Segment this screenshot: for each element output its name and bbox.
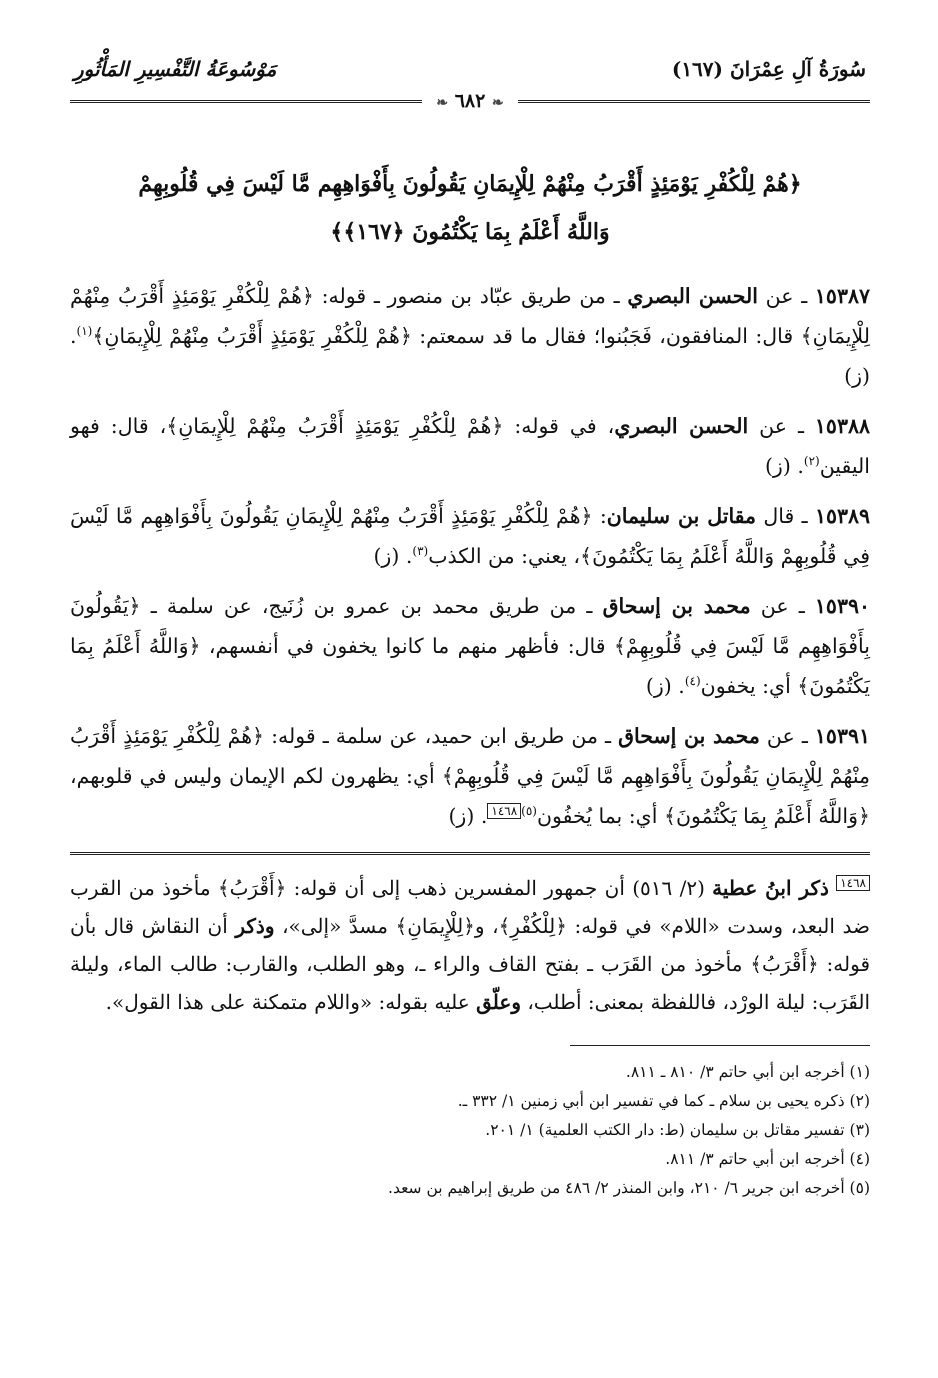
entry-prefix: ـ قال (756, 504, 815, 528)
entry-15387 (70, 276, 870, 396)
entry-text: ، في قوله: ﴿هُمْ لِلْكُفْرِ يَوْمَئِذٍ أَقْرَبُ مِنْهُمْ لِلْإِيمَانِ﴾، قال: فهو اليقين (70, 414, 870, 478)
entry-text: ـ من طريق محمد بن عمرو بن زُنَيج، عن سلمة ـ ﴿يَقُولُونَ بِأَفْوَاهِهِم مَّا لَيْسَ فِي قُلُوبِهِمْ﴾ قال: فأظهر منهم ما كانوا يخفون في أنفسهم، ﴿وَاللَّهُ أَعْلَمُ بِمَا يَكْتُمُونَ﴾ أي: يخفون (70, 594, 870, 698)
entry-text: : ﴿هُمْ لِلْكُفْرِ يَوْمَئِذٍ أَقْرَبُ مِنْهُمْ لِلْإِيمَانِ يَقُولُونَ بِأَفْوَاهِهِم مَّا لَيْسَ فِي قُلُوبِهِمْ وَاللَّهُ أَعْلَمُ بِمَا يَكْتُمُونَ﴾، يعني: من الكذب (70, 504, 870, 568)
entry-15391 (70, 716, 870, 836)
verse-line-1: ﴿هُمْ لِلْكُفْرِ يَوْمَئِذٍ أَقْرَبُ مِنْهُمْ لِلْإِيمَانِ يَقُولُونَ بِأَفْوَاهِهِم مَّا لَيْسَ فِي قُلُوبِهِمْ (138, 171, 802, 197)
commentary-ref-box: ١٤٦٨ (487, 803, 521, 819)
footnote-ref: (٥) (521, 804, 537, 819)
footnote-rule (570, 1045, 870, 1046)
rule-left (70, 100, 422, 103)
entry-tail: . (ز) (373, 544, 413, 568)
commentary-lead-3: وعلّق (476, 990, 521, 1014)
book-title: مَوْسُوعَةُ التَّفْسِيرِ المَأْثُورِ (74, 57, 277, 81)
entry-15389 (70, 496, 870, 576)
narrator-name: الحسن البصري (627, 284, 758, 308)
commentary-number-box: ١٤٦٨ (836, 875, 870, 891)
footnotes (70, 1058, 870, 1203)
footnote-ref: (٣) (412, 544, 429, 559)
verse-line-2: وَاللَّهُ أَعْلَمُ بِمَا يَكْتُمُونَ ﴿١٦٧﴾﴾ (330, 219, 610, 245)
entry-number: ١٥٣٩١ (814, 724, 870, 748)
ornament-icon: ❧ (491, 95, 504, 111)
narrator-name: مقاتل بن سليمان (606, 504, 757, 528)
narrator-name: الحسن البصري (614, 414, 749, 438)
entry-number: ١٥٣٨٨ (814, 414, 870, 438)
footnote-ref: (٢) (803, 454, 820, 469)
narrator-name: محمد بن إسحاق (602, 594, 751, 618)
running-header (70, 50, 870, 88)
entry-tail: . (ز) (645, 674, 685, 698)
entry-prefix: ـ عن (757, 284, 815, 308)
entry-prefix: ـ عن (759, 724, 815, 748)
footnote-item: (٤) أخرجه ابن أبي حاتم ٣/ ٨١١. (665, 1150, 870, 1168)
commentary-text-2: أن النقاش قال بأن قوله: ﴿أَقْرَبُ﴾ مأخوذ من القَرَب ـ بفتح القاف والراء ـ، وهو الطلب، والقارب: طالب الماء، وليلة القَرَب: ليلة الورْد، فاللفظة بمعنى: أطلب، (70, 914, 870, 1014)
entry-15390 (70, 586, 870, 706)
entry-text: ـ من طريق ابن حميد، عن سلمة ـ قوله: ﴿هُمْ لِلْكُفْرِ يَوْمَئِذٍ أَقْرَبُ مِنْهُمْ لِلْإِيمَانِ يَقُولُونَ بِأَفْوَاهِهِم مَّا لَيْسَ فِي قُلُوبِهِمْ﴾ أي: يظهرون لكم الإيمان وليس في قلوبهم، ﴿وَاللَّهُ أَعْلَمُ بِمَا يَكْتُمُونَ﴾ أي: بما يُخفُون (70, 724, 870, 828)
entry-tail: . (ز) (70, 324, 870, 388)
commentary-lead-2: وذكر (235, 914, 275, 938)
page (70, 50, 870, 1203)
footnote-ref: (٤) (684, 674, 701, 689)
entry-text: ـ من طريق عبّاد بن منصور ـ قوله: ﴿هُمْ لِلْكُفْرِ يَوْمَئِذٍ أَقْرَبُ مِنْهُمْ لِلْإِيمَانِ﴾ قال: المنافقون، فَجَبُنوا؛ فقال ما قد سمعتم: ﴿هُمْ لِلْكُفْرِ يَوْمَئِذٍ أَقْرَبُ مِنْهُمْ لِلْإِيمَانِ﴾ (70, 284, 870, 348)
footnote-item: (٥) أخرجه ابن جرير ٦/ ٢١٠، وابن المنذر ٢/ ٤٨٦ من طريق إبراهيم بن سعد. (388, 1179, 870, 1197)
entry-number: ١٥٣٨٩ (814, 504, 870, 528)
commentary-text: (٢/ ٥١٦) أن جمهور المفسرين ذهب إلى أن قوله: ﴿أَقْرَبُ﴾ مأخوذ من القرب ضد البعد، وسدت «اللام» في قوله: ﴿لِلْكُفْرِ﴾، و﴿لِلْإِيمَانِ﴾ مسدَّ «إلى»، (70, 876, 870, 938)
footnote-item: (١) أخرجه ابن أبي حاتم ٣/ ٨١٠ ـ ٨١١. (625, 1063, 870, 1081)
commentary-block (70, 869, 870, 1021)
commentary-separator (70, 852, 870, 855)
page-number: ٦٨٢ (454, 90, 486, 112)
quran-verse (80, 160, 860, 256)
page-number-block (422, 90, 517, 112)
entry-number: ١٥٣٩٠ (814, 594, 870, 618)
entry-prefix: ـ عن (750, 594, 815, 618)
entry-15388 (70, 406, 870, 486)
commentary-lead: ذكر ابنُ عطية (712, 876, 829, 900)
commentary-text-3: عليه بقوله: «واللام متمكنة على هذا القول». (105, 990, 477, 1014)
rule-right (518, 100, 870, 103)
footnote-item: (٢) ذكره يحيى بن سلام ـ كما في تفسير ابن أبي زمنين ١/ ٣٣٢ ـ. (457, 1092, 870, 1110)
narrator-name: محمد بن إسحاق (618, 724, 760, 748)
footnote-item: (٣) تفسير مقاتل بن سليمان (ط: دار الكتب العلمية) ١/ ٢٠١. (485, 1121, 870, 1139)
footnote-ref: (١) (76, 324, 93, 339)
ornament-icon: ❧ (436, 95, 449, 111)
header-rule (70, 90, 870, 112)
entry-tail: . (ز) (764, 454, 804, 478)
surah-title: سُورَةُ آلِ عِمْرَانَ (١٦٧) (671, 57, 866, 81)
entry-tail: . (ز) (448, 804, 488, 828)
entry-number: ١٥٣٨٧ (814, 284, 870, 308)
entry-prefix: ـ عن (748, 414, 815, 438)
